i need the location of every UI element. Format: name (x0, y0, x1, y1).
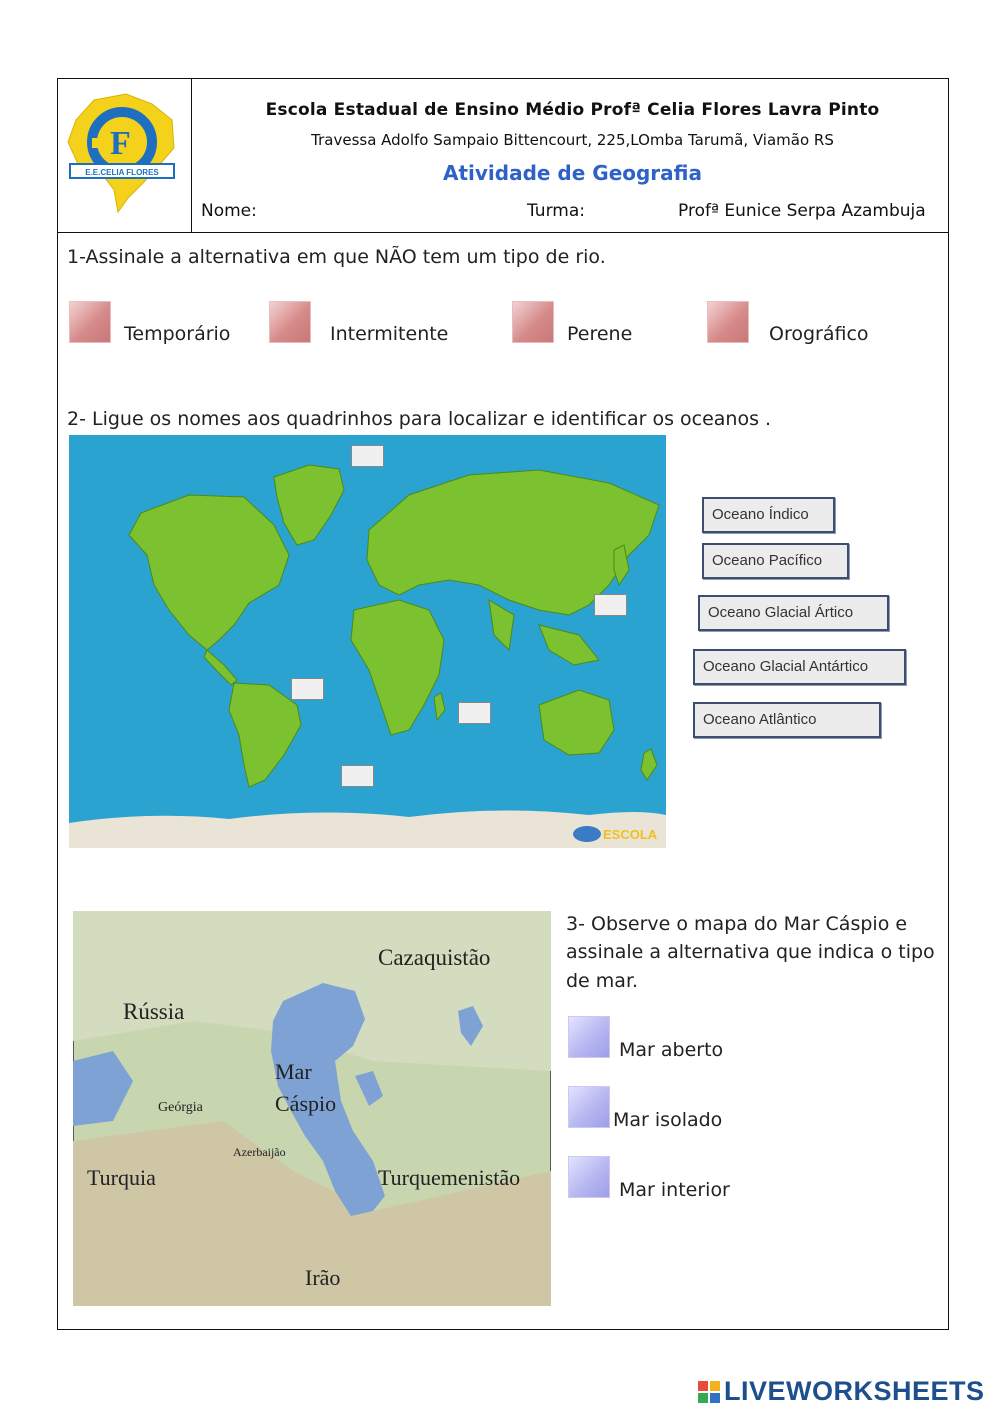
class-label: Turma: (527, 201, 585, 221)
name-label: Nome: (201, 201, 257, 221)
svg-text:Irão: Irão (305, 1265, 341, 1290)
q3-option-2-checkbox[interactable] (568, 1086, 610, 1128)
question-3-line-2: assinale a alternativa que indica o tipo (566, 941, 935, 963)
q1-option-3-checkbox[interactable] (512, 301, 554, 343)
question-3-line-1: 3- Observe o mapa do Mar Cáspio e (566, 913, 908, 935)
svg-text:Turquia: Turquia (87, 1165, 156, 1190)
svg-text:Rússia: Rússia (123, 999, 185, 1024)
question-2-text: 2- Ligue os nomes aos quadrinhos para localizar e identificar os oceanos . (67, 408, 772, 430)
caspian-sea-map (73, 911, 551, 1306)
q3-option-3-checkbox[interactable] (568, 1156, 610, 1198)
ocean-drop-box-5[interactable] (341, 765, 374, 787)
q1-option-4-checkbox[interactable] (707, 301, 749, 343)
svg-text:Cáspio: Cáspio (275, 1091, 337, 1116)
svg-text:Geórgia: Geórgia (158, 1100, 203, 1115)
ocean-drop-box-1[interactable] (351, 445, 384, 467)
q1-option-3-label: Perene (567, 323, 633, 345)
ocean-label-atlantico[interactable]: Oceano Atlântico (693, 702, 881, 738)
q1-option-1-label: Temporário (124, 323, 231, 345)
q3-option-2-label: Mar isolado (613, 1109, 723, 1131)
activity-title: Atividade de Geografia (442, 161, 702, 185)
ocean-drop-box-4[interactable] (458, 702, 491, 724)
svg-text:Azerbaijão: Azerbaijão (233, 1145, 286, 1159)
question-1-text: 1-Assinale a alternativa em que NÃO tem um tipo de rio. (67, 246, 606, 268)
ocean-label-indico[interactable]: Oceano Índico (702, 497, 835, 533)
svg-text:Mar: Mar (275, 1059, 312, 1084)
svg-text:Cazaquistão: Cazaquistão (378, 945, 491, 970)
ocean-drop-box-3[interactable] (291, 678, 324, 700)
school-address: Travessa Adolfo Sampaio Bittencourt, 225,LOmba Tarumã, Viamão RS (311, 131, 834, 149)
svg-text:ESCOLA: ESCOLA (603, 827, 658, 842)
liveworksheets-logo-icon (698, 1381, 720, 1403)
q3-option-1-label: Mar aberto (619, 1039, 724, 1061)
ocean-label-pacifico[interactable]: Oceano Pacífico (702, 543, 849, 579)
header-divider (57, 232, 949, 233)
svg-text:E.E.CELIA FLORES: E.E.CELIA FLORES (85, 168, 159, 177)
q1-option-4-label: Orográfico (769, 323, 869, 345)
liveworksheets-brand: LIVEWORKSHEETS (724, 1376, 985, 1406)
q1-option-2-label: Intermitente (330, 323, 449, 345)
q3-option-3-label: Mar interior (619, 1179, 730, 1201)
q1-option-2-checkbox[interactable] (269, 301, 311, 343)
q3-option-1-checkbox[interactable] (568, 1016, 610, 1058)
school-name: Escola Estadual de Ensino Médio Profª Celia Flores Lavra Pinto (265, 100, 880, 120)
teacher-name: Profª Eunice Serpa Azambuja (678, 201, 926, 221)
q1-option-1-checkbox[interactable] (69, 301, 111, 343)
ocean-drop-box-2[interactable] (594, 594, 627, 616)
ocean-label-antartico[interactable]: Oceano Glacial Antártico (693, 649, 906, 685)
svg-text:F: F (110, 125, 131, 162)
question-3-line-3: de mar. (566, 970, 639, 992)
svg-text:Turquemenistão: Turquemenistão (378, 1165, 521, 1190)
ocean-label-artico[interactable]: Oceano Glacial Ártico (698, 595, 889, 631)
